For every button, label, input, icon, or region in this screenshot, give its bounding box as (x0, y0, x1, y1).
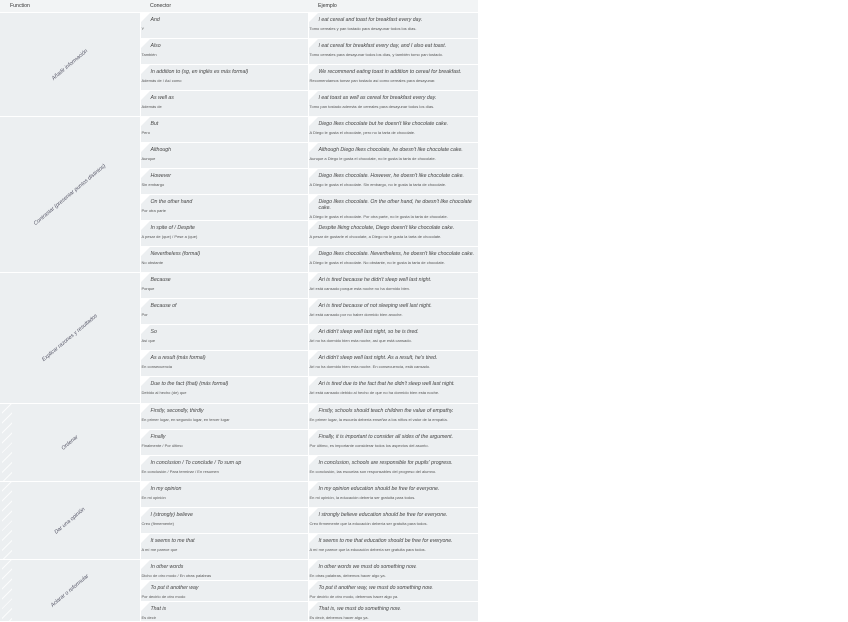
fold-corner (309, 143, 318, 152)
example-cell (308, 581, 478, 602)
example-spanish: Tomo cereales para desayunar todos los días, y también tomo pan tostado. (309, 52, 443, 57)
fold-corner (309, 377, 318, 386)
connector-cell (140, 65, 308, 91)
fold-corner (309, 299, 318, 308)
fold-corner (309, 169, 318, 178)
fold-corner (141, 143, 150, 152)
example-spanish: Por último, es importante considerar todos los aspectos del asunto. (309, 443, 429, 448)
connector-spanish: Por (141, 312, 148, 317)
example-cell (308, 117, 478, 143)
fold-corner (141, 560, 150, 569)
connector-spanish: A mí me parece que (141, 547, 178, 552)
connector-spanish: Por decirlo de otro modo (141, 594, 186, 599)
connector-cell (140, 482, 308, 508)
example-cell (308, 143, 478, 169)
example-spanish: Ari está cansado debido al hecho de que no ha dormido bien esta noche. (309, 390, 440, 395)
fold-corner (141, 581, 150, 590)
connector-cell (140, 404, 308, 430)
connector-english: To put it another way (150, 585, 199, 591)
function-cell (0, 560, 140, 622)
example-english: Ari didn't sleep well last night. As a result, he's tired. (318, 355, 438, 361)
fold-corner (309, 430, 318, 439)
example-cell (308, 299, 478, 325)
example-english: It seems to me that education should be free for everyone. (318, 538, 453, 544)
connector-english: Nevertheless (formal) (150, 251, 201, 257)
connector-cell (140, 325, 308, 351)
connector-spanish: Pero (141, 130, 150, 135)
example-spanish: En primer lugar, la escuela debería enseñar a los niños el valor de la empatía. (309, 417, 448, 422)
function-label: Añadir información (50, 47, 89, 82)
example-english: Finally, it is important to consider all sides of the argument. (318, 434, 454, 440)
example-cell (308, 325, 478, 351)
connector-english: Due to the fact (that) (más formal) (150, 381, 229, 387)
example-spanish: Recomendamos tomar pan tostado así como cereales para desayunar. (309, 78, 436, 83)
connector-cell (140, 221, 308, 247)
connector-cell (140, 560, 308, 581)
fold-corner (309, 65, 318, 74)
function-cell (0, 117, 140, 273)
connector-spanish: Dicho de otro modo / En otras palabras (141, 573, 212, 578)
example-cell (308, 169, 478, 195)
fold-corner (141, 508, 150, 517)
example-cell (308, 508, 478, 534)
connector-cell (140, 169, 308, 195)
connector-cell (140, 195, 308, 221)
example-cell (308, 534, 478, 560)
example-spanish: Aunque a Diego le gusta el chocolate, no le gusta la tarta de chocolate. (309, 156, 436, 161)
table-header-row (0, 0, 478, 13)
connector-cell (140, 351, 308, 377)
connector-cell (140, 430, 308, 456)
connector-cell (140, 39, 308, 65)
fold-corner (141, 221, 150, 230)
function-label: Explicar razones y resultados (40, 313, 99, 363)
connector-english: As a result (más formal) (150, 355, 206, 361)
example-english: We recommend eating toast in addition to cereal for breakfast. (318, 69, 462, 75)
example-english: That is, we must do something now. (318, 606, 401, 612)
connector-cell (140, 273, 308, 299)
example-cell (308, 247, 478, 273)
connector-english: That is (150, 606, 167, 612)
connector-cell (140, 117, 308, 143)
example-cell (308, 377, 478, 404)
decorative-stripes (2, 560, 12, 621)
connector-english: But (150, 121, 159, 127)
example-cell (308, 560, 478, 581)
example-spanish: A pesar de gustarle el chocolate, a Diego no le gusta la tarta de chocolate. (309, 234, 442, 239)
fold-corner (141, 91, 150, 100)
fold-corner (309, 534, 318, 543)
connector-english: Also (150, 43, 161, 49)
connector-cell (140, 143, 308, 169)
example-spanish: Es decir, debemos hacer algo ya. (309, 615, 369, 620)
example-cell (308, 195, 478, 221)
connector-cell (140, 602, 308, 622)
example-cell (308, 430, 478, 456)
example-english: Diego likes chocolate. On the other hand, he doesn't like chocolate cake. (318, 199, 472, 211)
function-cell (0, 13, 140, 117)
example-english: To put it another way, we must do something now. (318, 585, 433, 591)
example-english: I eat cereal and toast for breakfast every day. (318, 17, 423, 23)
fold-corner (309, 221, 318, 230)
connector-spanish: Sin embargo (141, 182, 165, 187)
example-english: I strongly believe education should be free for everyone. (318, 512, 448, 518)
example-spanish: A mí me parece que la educación debería ser gratuita para todos. (309, 547, 426, 552)
fold-corner (309, 39, 318, 48)
connector-english: In addition to (sg, en inglés es más formal) (150, 69, 249, 75)
example-cell (308, 456, 478, 482)
example-spanish: A Diego le gusta el chocolate. Por otra parte, no le gusta la tarta de chocolate. (309, 214, 448, 219)
fold-corner (141, 13, 150, 22)
fold-corner (141, 273, 150, 282)
example-english: Diego likes chocolate. Nevertheless, he doesn't like chocolate cake. (318, 251, 475, 257)
example-spanish: En conclusión, las escuelas son responsables del progreso del alumno. (309, 469, 437, 474)
example-spanish: Tomo pan tostado además de cereales para desayunar todos los días. (309, 104, 435, 109)
example-english: Diego likes chocolate but he doesn't like chocolate cake. (318, 121, 449, 127)
fold-corner (309, 91, 318, 100)
header-example: Ejemplo (308, 0, 478, 13)
connector-english: In other words (150, 564, 184, 570)
example-english: Ari is tired because of not sleeping well last night. (318, 303, 432, 309)
connector-english: Firstly, secondly, thirdly (150, 408, 204, 414)
example-spanish: En mi opinión, la educación debería ser gratuita para todos. (309, 495, 416, 500)
connector-english: I (strongly) believe (150, 512, 193, 518)
connector-english: Because (150, 277, 171, 283)
fold-corner (141, 195, 150, 204)
connector-cell (140, 377, 308, 404)
example-cell (308, 351, 478, 377)
example-spanish: Por decirlo de otro modo, debemos hacer algo ya. (309, 594, 399, 599)
fold-corner (141, 404, 150, 413)
connector-cell (140, 456, 308, 482)
fold-corner (309, 404, 318, 413)
connector-spanish: Y (141, 26, 145, 31)
fold-corner (141, 117, 150, 126)
example-spanish: Tomo cereales y pan tostado para desayunar todos los días. (309, 26, 417, 31)
fold-corner (141, 325, 150, 334)
fold-corner (141, 247, 150, 256)
example-spanish: A Diego le gusta el chocolate. No obstante, no le gusta la tarta de chocolate. (309, 260, 445, 265)
header-function: Function (0, 0, 140, 13)
example-spanish: A Diego le gusta el chocolate. Sin embargo, no le gusta la tarta de chocolate. (309, 182, 447, 187)
example-cell (308, 39, 478, 65)
decorative-stripes (2, 404, 12, 481)
connector-spanish: Finalmente / Por último (141, 443, 183, 448)
connector-spanish: En mi opinión (141, 495, 166, 500)
fold-corner (309, 247, 318, 256)
fold-corner (309, 273, 318, 282)
fold-corner (141, 39, 150, 48)
example-english: In my opinion education should be free for everyone. (318, 486, 440, 492)
example-english: Firstly, schools should teach children the value of empathy. (318, 408, 454, 414)
table-row (0, 404, 478, 430)
example-english: Ari is tired due to the fact that he didn't sleep well last night. (318, 381, 455, 387)
connector-spanish: En consecuencia (141, 364, 172, 369)
example-english: Despite liking chocolate, Diego doesn't like chocolate cake. (318, 225, 455, 231)
fold-corner (309, 325, 318, 334)
example-spanish: Ari no ha dormido bien esta noche. En consecuencia, está cansado. (309, 364, 431, 369)
fold-corner (141, 534, 150, 543)
function-cell (0, 404, 140, 482)
fold-corner (141, 65, 150, 74)
example-spanish: Ari está cansado por no haber dormido bien anoche. (309, 312, 403, 317)
connector-english: In my opinion (150, 486, 182, 492)
table-row (0, 117, 478, 143)
table-body (0, 13, 478, 622)
connector-english: So (150, 329, 157, 335)
example-spanish: Ari no ha dormido bien esta noche, así que está cansado. (309, 338, 412, 343)
example-spanish: Creo firmemente que la educación debería ser gratuita para todos. (309, 521, 428, 526)
connector-cell (140, 299, 308, 325)
example-cell (308, 13, 478, 39)
connector-english: In spite of / Despite (150, 225, 195, 231)
connector-english: On the other hand (150, 199, 193, 205)
connector-english: Although (150, 147, 171, 153)
fold-corner (141, 602, 150, 611)
fold-corner (309, 456, 318, 465)
example-english: Diego likes chocolate. However, he doesn't like chocolate cake. (318, 173, 464, 179)
example-english: I eat toast as well as cereal for breakfast every day. (318, 95, 437, 101)
connector-spanish: Creo (firmemente) (141, 521, 174, 526)
fold-corner (309, 195, 318, 204)
decorative-stripes (2, 482, 12, 559)
fold-corner (309, 351, 318, 360)
table-row (0, 13, 478, 39)
connector-english: It seems to me that (150, 538, 195, 544)
example-cell (308, 221, 478, 247)
connector-english: In conclusion / To conclude / To sum up (150, 460, 242, 466)
function-cell (0, 482, 140, 560)
example-english: Although Diego likes chocolate, he doesn't like chocolate cake. (318, 147, 463, 153)
connector-english: As well as (150, 95, 174, 101)
function-label: Ordenar (60, 433, 80, 452)
fold-corner (141, 377, 150, 386)
connector-cell (140, 247, 308, 273)
table-row (0, 560, 478, 581)
fold-corner (141, 299, 150, 308)
connector-spanish: Es decir (141, 615, 156, 620)
function-label: Aclarar o reformular (49, 572, 90, 609)
connector-english: Finally (150, 434, 166, 440)
connector-cell (140, 534, 308, 560)
connector-spanish: No obstante (141, 260, 164, 265)
connector-spanish: Además de / Así como (141, 78, 182, 83)
connector-spanish: Así que (141, 338, 156, 343)
fold-corner (309, 13, 318, 22)
function-label: Contrastar (presentar puntos distintos) (32, 162, 107, 227)
fold-corner (309, 482, 318, 491)
connector-cell (140, 581, 308, 602)
fold-corner (309, 117, 318, 126)
example-cell (308, 273, 478, 299)
fold-corner (309, 602, 318, 611)
fold-corner (141, 351, 150, 360)
example-english: Ari didn't sleep well last night, so he is tired. (318, 329, 419, 335)
table-row (0, 482, 478, 508)
example-cell (308, 482, 478, 508)
example-english: I eat cereal for breakfast every day, and I also eat toast. (318, 43, 447, 49)
connector-cell (140, 13, 308, 39)
connector-english: However (150, 173, 171, 179)
table-row (0, 273, 478, 299)
fold-corner (309, 581, 318, 590)
example-english: In other words we must do something now. (318, 564, 417, 570)
connector-spanish: También (141, 52, 157, 57)
function-cell (0, 273, 140, 404)
function-label: Dar una opinión (53, 505, 87, 536)
example-cell (308, 404, 478, 430)
example-cell (308, 602, 478, 622)
example-spanish: Ari está cansado porque esta noche no ha dormido bien. (309, 286, 411, 291)
fold-corner (309, 508, 318, 517)
connector-spanish: A pesar de (que) / Pese a (que) (141, 234, 198, 239)
example-english: Ari is tired because he didn't sleep well last night. (318, 277, 432, 283)
connector-spanish: Aunque (141, 156, 156, 161)
connector-spanish: En primer lugar, en segundo lugar, en tercer lugar (141, 417, 230, 422)
example-spanish: En otras palabras, debemos hacer algo ya. (309, 573, 386, 578)
connector-spanish: Debido al hecho (de) que (141, 390, 187, 395)
connector-spanish: Además de (141, 104, 162, 109)
fold-corner (141, 169, 150, 178)
example-english: In conclusion, schools are responsible for pupils' progress. (318, 460, 453, 466)
connector-english: Because of (150, 303, 177, 309)
connector-spanish: Por otra parte (141, 208, 166, 213)
fold-corner (141, 482, 150, 491)
connector-cell (140, 91, 308, 117)
connector-english: And (150, 17, 160, 23)
connector-cell (140, 508, 308, 534)
fold-corner (309, 560, 318, 569)
connector-spanish: En conclusión / Para terminar / En resumen (141, 469, 219, 474)
fold-corner (141, 456, 150, 465)
header-connector: Conector (140, 0, 308, 13)
example-cell (308, 65, 478, 91)
example-cell (308, 91, 478, 117)
example-spanish: A Diego le gusta el chocolate, pero no la tarta de chocolate. (309, 130, 416, 135)
connector-spanish: Porque (141, 286, 155, 291)
fold-corner (141, 430, 150, 439)
